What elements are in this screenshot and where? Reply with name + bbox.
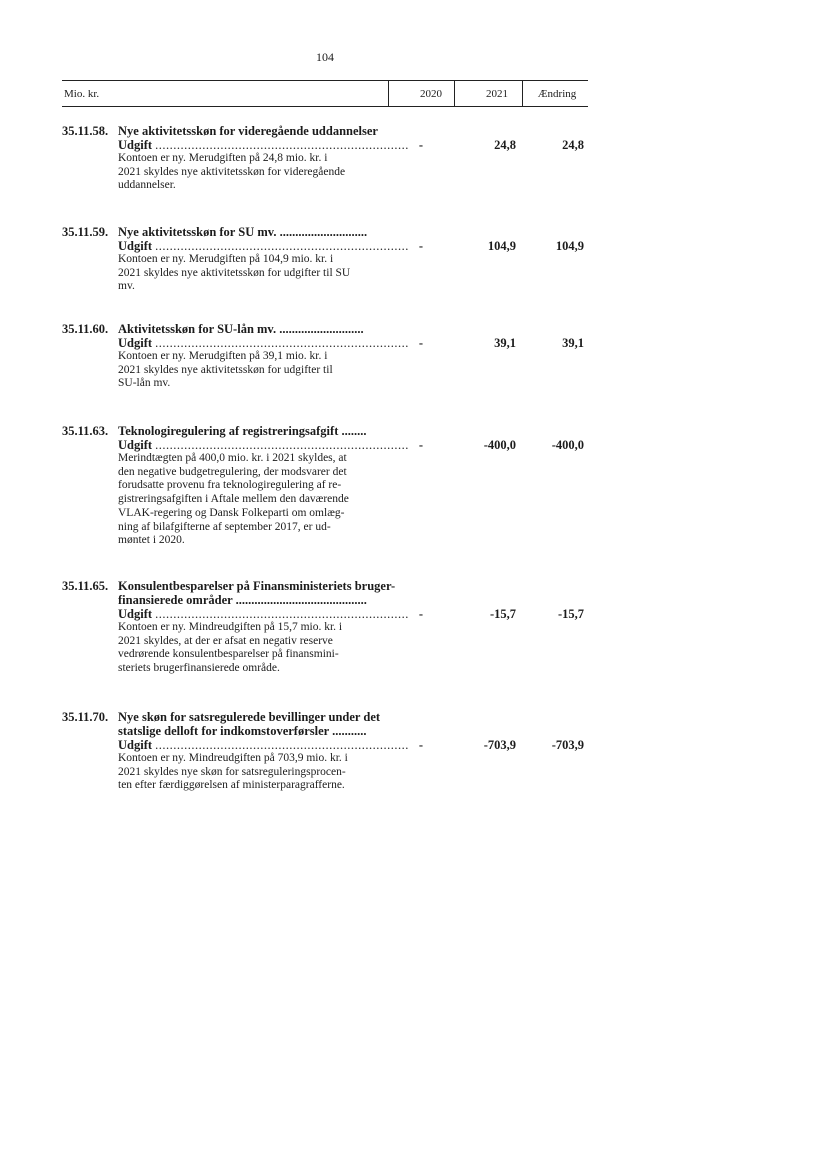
row-label: Udgift <box>118 138 153 152</box>
note-line: vedrørende konsulentbesparelser på finansmini- <box>118 648 339 661</box>
table-header <box>62 80 588 107</box>
account-title: Nye aktivitetsskøn for videregående uddannelser <box>118 124 378 138</box>
page-number: 104 <box>316 50 334 64</box>
column-divider <box>522 81 523 106</box>
account-number: 35.11.63. <box>62 424 109 438</box>
column-header-change: Ændring <box>537 88 577 100</box>
value-2021: 104,9 <box>487 239 516 253</box>
dot-leader: ...................................................................... <box>155 438 409 452</box>
account-title: Aktivitetsskøn for SU-lån mv. ........................... <box>118 322 364 336</box>
note-line: 2021 skyldes nye skøn for satsreguleringsprocen- <box>118 765 346 778</box>
value-2021: -15,7 <box>489 607 516 621</box>
value-2020: - <box>418 438 424 452</box>
row-label: Udgift <box>118 738 153 752</box>
value-change: -15,7 <box>557 607 584 621</box>
note-line: 2021 skyldes, at der er afsat en negativ reserve <box>118 634 333 647</box>
account-title: Konsulentbesparelser på Finansministeriets bruger- <box>118 579 396 593</box>
note-line: ten efter færdiggørelsen af ministerparagrafferne. <box>118 779 345 792</box>
value-2020: - <box>418 607 424 621</box>
account-number: 35.11.65. <box>62 579 109 593</box>
value-2020: - <box>418 738 424 752</box>
column-divider <box>388 81 389 106</box>
value-2020: - <box>418 336 424 350</box>
note-line: Kontoen er ny. Merudgiften på 24,8 mio. kr. i <box>118 152 328 164</box>
value-2020: - <box>418 239 424 253</box>
value-2020: - <box>418 138 424 152</box>
note-line: Kontoen er ny. Mindreudgiften på 703,9 mio. kr. i <box>118 752 348 764</box>
note-line: den negative budgetregulering, der modsvarer det <box>118 465 347 478</box>
dot-leader: ...................................................................... <box>155 336 409 350</box>
note-line: 2021 skyldes nye aktivitetsskøn for udgifter til <box>118 363 333 376</box>
entry-heading <box>62 124 592 138</box>
note-line: Merindtægten på 400,0 mio. kr. i 2021 skyldes, at <box>118 452 347 464</box>
column-header-2020: 2020 <box>420 88 442 100</box>
note-line: Kontoen er ny. Mindreudgiften på 15,7 mio. kr. i <box>118 621 343 633</box>
entry-heading <box>62 424 592 438</box>
note-line: forudsatte provenu fra teknologiregulering af re- <box>118 479 342 492</box>
row-label: Udgift <box>118 239 153 253</box>
note-line: VLAK-regering og Dansk Folkeparti om omlæg- <box>118 506 345 519</box>
entry-heading <box>62 225 592 239</box>
account-title: Teknologiregulering af registreringsafgift ........ <box>118 424 367 438</box>
note-line: gistreringsafgiften i Aftale mellem den daværende <box>118 493 349 506</box>
value-change: -400,0 <box>551 438 584 452</box>
note-line: ning af bilafgifterne af september 2017, er ud- <box>118 520 331 533</box>
unit-label: Mio. kr. <box>64 88 100 100</box>
account-number: 35.11.59. <box>62 225 109 239</box>
note-line: SU-lån mv. <box>118 377 171 390</box>
account-entry <box>62 322 592 391</box>
entry-heading <box>62 710 592 738</box>
row-label: Udgift <box>118 336 153 350</box>
value-change: 104,9 <box>555 239 584 253</box>
note-line: steriets brugerfinansierede område. <box>118 662 280 675</box>
account-title-continued: finansierede områder .......................................... <box>118 593 367 607</box>
value-change: 39,1 <box>562 336 584 350</box>
entry-note <box>118 752 393 793</box>
amount-row <box>62 336 592 350</box>
account-number: 35.11.70. <box>62 710 109 724</box>
amount-row <box>62 239 592 253</box>
entry-note <box>118 452 393 548</box>
account-title-continued: statslige delloft for indkomstoverførsler ........... <box>118 724 367 738</box>
dot-leader: ...................................................................... <box>155 239 409 253</box>
entry-note <box>118 621 393 676</box>
note-line: møntet i 2020. <box>118 534 185 547</box>
account-number: 35.11.60. <box>62 322 109 336</box>
value-2021: 24,8 <box>494 138 516 152</box>
account-entry <box>62 710 592 793</box>
note-line: mv. <box>118 280 135 293</box>
entry-note <box>118 152 393 193</box>
account-entry <box>62 579 592 676</box>
value-change: -703,9 <box>551 738 584 752</box>
entry-heading <box>62 322 592 336</box>
amount-row <box>62 607 592 621</box>
account-entry <box>62 424 592 548</box>
note-line: Kontoen er ny. Merudgiften på 39,1 mio. kr. i <box>118 350 328 362</box>
value-change: 24,8 <box>562 138 584 152</box>
note-line: Kontoen er ny. Merudgiften på 104,9 mio. kr. i <box>118 253 334 265</box>
value-2021: -703,9 <box>483 738 516 752</box>
account-number: 35.11.58. <box>62 124 109 138</box>
entry-note <box>118 253 393 294</box>
row-label: Udgift <box>118 438 153 452</box>
amount-row <box>62 738 592 752</box>
row-label: Udgift <box>118 607 153 621</box>
dot-leader: ...................................................................... <box>155 738 409 752</box>
value-2021: 39,1 <box>494 336 516 350</box>
entry-heading <box>62 579 592 607</box>
account-entry <box>62 225 592 294</box>
note-line: 2021 skyldes nye aktivitetsskøn for videregående <box>118 165 346 178</box>
column-divider <box>454 81 455 106</box>
entry-note <box>118 350 393 391</box>
dot-leader: ...................................................................... <box>155 607 409 621</box>
note-line: 2021 skyldes nye aktivitetsskøn for udgifter til SU <box>118 266 351 279</box>
dot-leader: ...................................................................... <box>155 138 409 152</box>
amount-row <box>62 438 592 452</box>
column-header-2021: 2021 <box>486 88 508 100</box>
amount-row <box>62 138 592 152</box>
account-title: Nye skøn for satsregulerede bevillinger under det <box>118 710 381 724</box>
account-entry <box>62 124 592 193</box>
note-line: uddannelser. <box>118 179 176 192</box>
account-title: Nye aktivitetsskøn for SU mv. ............................ <box>118 225 368 239</box>
value-2021: -400,0 <box>483 438 516 452</box>
